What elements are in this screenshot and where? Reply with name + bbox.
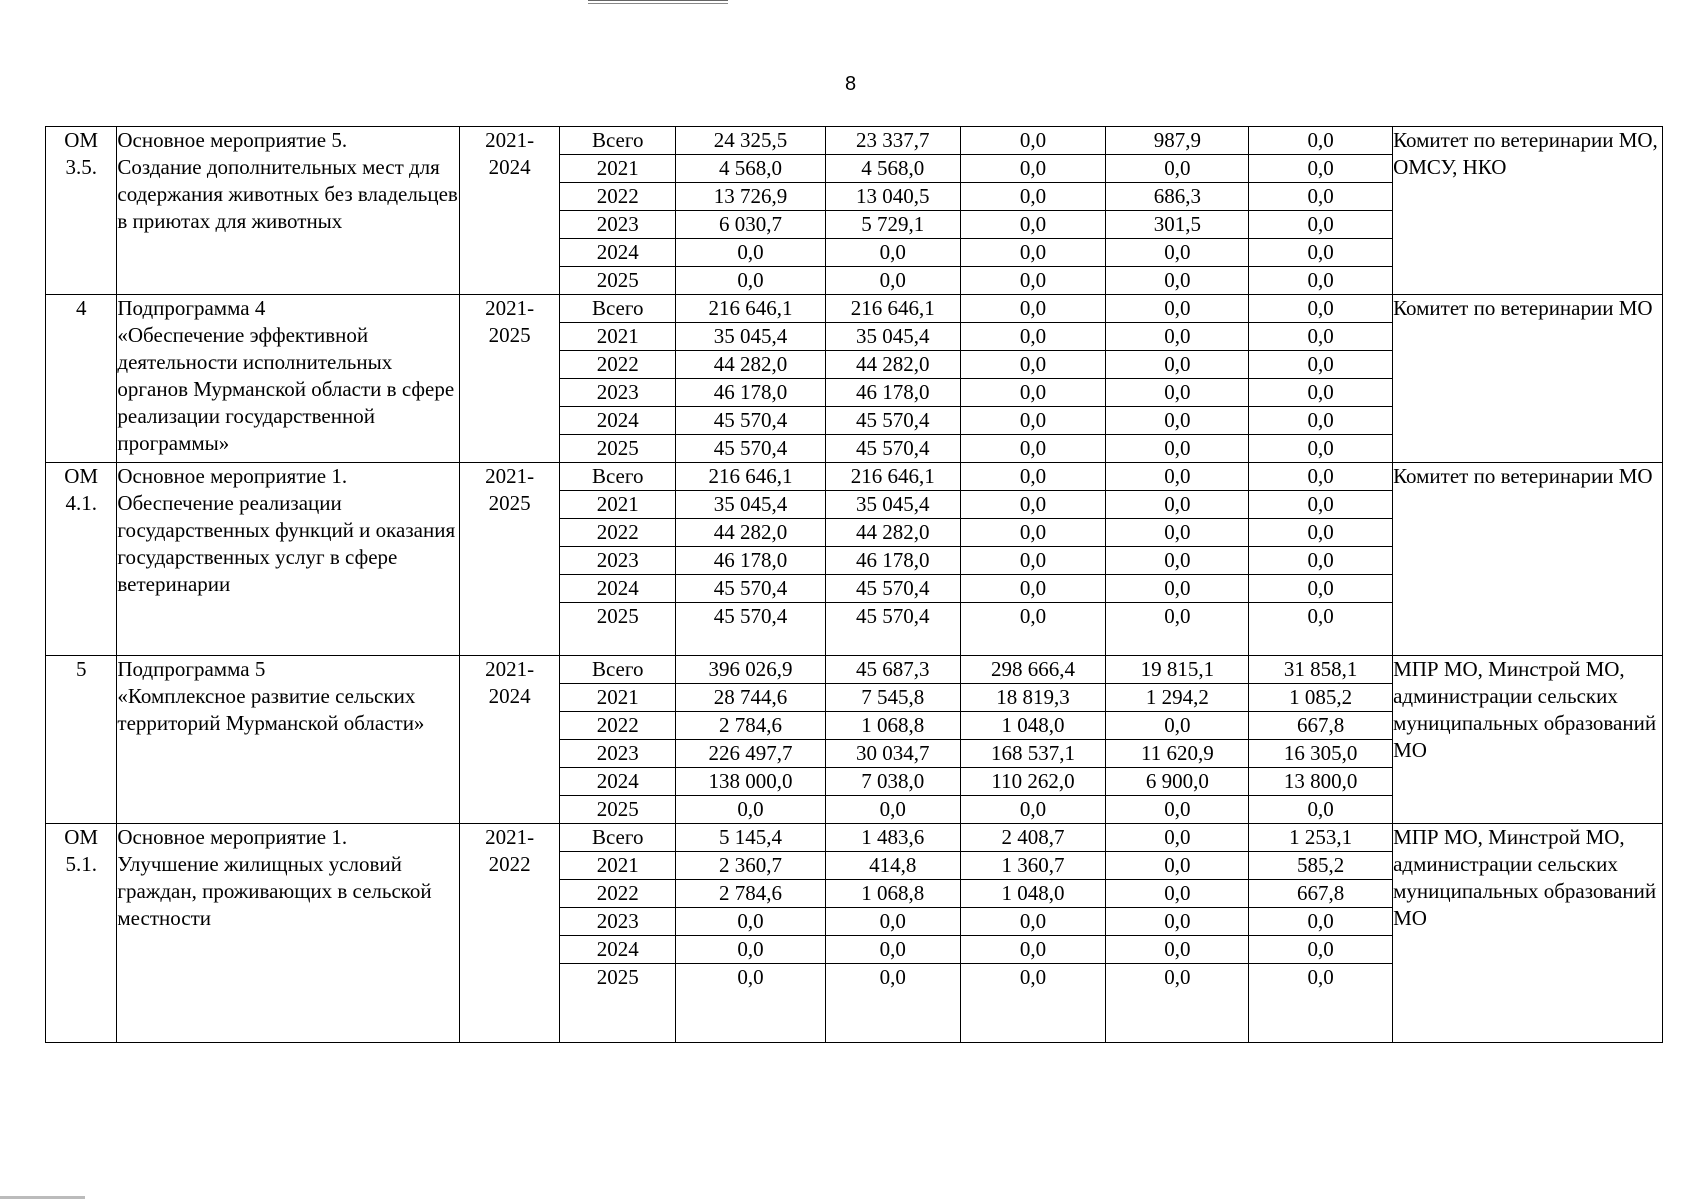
year-label: Всего [560,656,675,684]
regional-budget-cell: 35 045,4 [826,323,960,351]
federal-budget-cell: 0,0 [960,267,1106,295]
extra-budget-cell: 0,0 [1249,547,1393,575]
year-label: 2023 [560,908,675,936]
year-label: 2023 [560,740,675,768]
year-label: 2023 [560,547,675,575]
scan-artifact-corner [0,1196,85,1199]
federal-budget-cell: 0,0 [960,435,1106,463]
total-funding-cell: 2 784,6 [675,712,825,740]
federal-budget-cell: 110 262,0 [960,768,1106,796]
year-label: 2025 [560,796,675,824]
local-budget-cell: 0,0 [1106,295,1249,323]
federal-budget-cell: 2 408,7 [960,824,1106,852]
local-budget-cell: 0,0 [1106,603,1249,656]
local-budget-cell: 11 620,9 [1106,740,1249,768]
extra-budget-cell: 16 305,0 [1249,740,1393,768]
year-label: 2024 [560,768,675,796]
regional-budget-cell: 1 068,8 [826,712,960,740]
total-funding-cell: 0,0 [675,796,825,824]
local-budget-cell: 1 294,2 [1106,684,1249,712]
regional-budget-cell: 45 570,4 [826,575,960,603]
item-executor: Комитет по ветеринарии МО [1393,463,1663,656]
regional-budget-cell: 216 646,1 [826,295,960,323]
federal-budget-cell: 0,0 [960,491,1106,519]
regional-budget-cell: 0,0 [826,267,960,295]
year-label: 2025 [560,964,675,1043]
year-label: 2022 [560,712,675,740]
extra-budget-cell: 1 253,1 [1249,824,1393,852]
item-executor: Комитет по ветеринарии МО [1393,295,1663,463]
federal-budget-cell: 0,0 [960,603,1106,656]
item-executor: Комитет по ветеринарии МО, ОМСУ, НКО [1393,127,1663,295]
local-budget-cell: 0,0 [1106,491,1249,519]
total-funding-cell: 0,0 [675,964,825,1043]
year-label: Всего [560,127,675,155]
federal-budget-cell: 298 666,4 [960,656,1106,684]
local-budget-cell: 0,0 [1106,796,1249,824]
local-budget-cell: 0,0 [1106,852,1249,880]
federal-budget-cell: 18 819,3 [960,684,1106,712]
extra-budget-cell: 0,0 [1249,519,1393,547]
regional-budget-cell: 30 034,7 [826,740,960,768]
regional-budget-cell: 0,0 [826,936,960,964]
year-label: 2022 [560,519,675,547]
total-funding-cell: 46 178,0 [675,547,825,575]
year-label: 2023 [560,379,675,407]
total-funding-cell: 2 784,6 [675,880,825,908]
total-funding-cell: 45 570,4 [675,603,825,656]
total-funding-cell: 4 568,0 [675,155,825,183]
item-executor: МПР МО, Минстрой МО, администрации сельских муниципальных образований МО [1393,656,1663,824]
year-label: 2025 [560,267,675,295]
federal-budget-cell: 0,0 [960,351,1106,379]
regional-budget-cell: 44 282,0 [826,519,960,547]
item-code: 4 [46,295,117,463]
local-budget-cell: 0,0 [1106,880,1249,908]
total-funding-cell: 13 726,9 [675,183,825,211]
local-budget-cell: 0,0 [1106,824,1249,852]
item-period: 2021- 2025 [459,463,560,656]
federal-budget-cell: 0,0 [960,211,1106,239]
extra-budget-cell: 0,0 [1249,575,1393,603]
table-row [46,824,1663,852]
federal-budget-cell: 0,0 [960,407,1106,435]
local-budget-cell: 0,0 [1106,908,1249,936]
federal-budget-cell: 0,0 [960,908,1106,936]
federal-budget-cell: 0,0 [960,295,1106,323]
extra-budget-cell: 0,0 [1249,211,1393,239]
item-code: ОМ 5.1. [46,824,117,1043]
federal-budget-cell: 1 360,7 [960,852,1106,880]
local-budget-cell: 987,9 [1106,127,1249,155]
federal-budget-cell: 0,0 [960,796,1106,824]
total-funding-cell: 24 325,5 [675,127,825,155]
year-label: 2022 [560,880,675,908]
regional-budget-cell: 7 545,8 [826,684,960,712]
total-funding-cell: 0,0 [675,936,825,964]
total-funding-cell: 396 026,9 [675,656,825,684]
total-funding-cell: 44 282,0 [675,351,825,379]
local-budget-cell: 0,0 [1106,519,1249,547]
regional-budget-cell: 45 687,3 [826,656,960,684]
extra-budget-cell: 31 858,1 [1249,656,1393,684]
year-label: Всего [560,824,675,852]
regional-budget-cell: 35 045,4 [826,491,960,519]
item-name: Основное мероприятие 1. Обеспечение реализации государственных функций и оказания государственных услуг в сфере ветеринарии [117,463,459,656]
item-period: 2021- 2024 [459,656,560,824]
federal-budget-cell: 1 048,0 [960,712,1106,740]
local-budget-cell: 0,0 [1106,964,1249,1043]
extra-budget-cell: 0,0 [1249,936,1393,964]
item-code: ОМ 3.5. [46,127,117,295]
year-label: 2021 [560,852,675,880]
local-budget-cell: 0,0 [1106,547,1249,575]
item-code: 5 [46,656,117,824]
item-name: Подпрограмма 4 «Обеспечение эффективной деятельности исполнительных органов Мурманской области в сфере реализации государственной программы» [117,295,459,463]
year-label: Всего [560,295,675,323]
local-budget-cell: 686,3 [1106,183,1249,211]
table-row [46,656,1663,684]
federal-budget-cell: 0,0 [960,519,1106,547]
year-label: 2021 [560,684,675,712]
local-budget-cell: 0,0 [1106,267,1249,295]
total-funding-cell: 28 744,6 [675,684,825,712]
regional-budget-cell: 45 570,4 [826,407,960,435]
local-budget-cell: 0,0 [1106,379,1249,407]
table-row [46,295,1663,323]
local-budget-cell: 0,0 [1106,435,1249,463]
regional-budget-cell: 0,0 [826,964,960,1043]
item-period: 2021- 2024 [459,127,560,295]
total-funding-cell: 46 178,0 [675,379,825,407]
extra-budget-cell: 0,0 [1249,267,1393,295]
extra-budget-cell: 0,0 [1249,323,1393,351]
local-budget-cell: 6 900,0 [1106,768,1249,796]
extra-budget-cell: 0,0 [1249,463,1393,491]
extra-budget-cell: 585,2 [1249,852,1393,880]
item-executor: МПР МО, Минстрой МО, администрации сельских муниципальных образований МО [1393,824,1663,1043]
total-funding-cell: 216 646,1 [675,463,825,491]
total-funding-cell: 35 045,4 [675,323,825,351]
total-funding-cell: 0,0 [675,267,825,295]
total-funding-cell: 0,0 [675,908,825,936]
year-label: 2022 [560,183,675,211]
year-label: 2025 [560,603,675,656]
extra-budget-cell: 0,0 [1249,603,1393,656]
year-label: 2024 [560,407,675,435]
regional-budget-cell: 23 337,7 [826,127,960,155]
total-funding-cell: 45 570,4 [675,575,825,603]
regional-budget-cell: 4 568,0 [826,155,960,183]
extra-budget-cell: 667,8 [1249,712,1393,740]
item-code: ОМ 4.1. [46,463,117,656]
extra-budget-cell: 0,0 [1249,796,1393,824]
federal-budget-cell: 0,0 [960,127,1106,155]
local-budget-cell: 0,0 [1106,463,1249,491]
extra-budget-cell: 0,0 [1249,407,1393,435]
scan-artifact-line [588,0,728,4]
total-funding-cell: 45 570,4 [675,407,825,435]
extra-budget-cell: 0,0 [1249,183,1393,211]
table-row [46,463,1663,491]
federal-budget-cell: 0,0 [960,936,1106,964]
regional-budget-cell: 0,0 [826,239,960,267]
total-funding-cell: 44 282,0 [675,519,825,547]
local-budget-cell: 19 815,1 [1106,656,1249,684]
federal-budget-cell: 0,0 [960,379,1106,407]
regional-budget-cell: 0,0 [826,908,960,936]
regional-budget-cell: 1 068,8 [826,880,960,908]
federal-budget-cell: 0,0 [960,547,1106,575]
regional-budget-cell: 216 646,1 [826,463,960,491]
year-label: 2024 [560,239,675,267]
federal-budget-cell: 0,0 [960,964,1106,1043]
local-budget-cell: 0,0 [1106,936,1249,964]
year-label: 2024 [560,936,675,964]
item-period: 2021- 2025 [459,295,560,463]
year-label: 2025 [560,435,675,463]
local-budget-cell: 0,0 [1106,239,1249,267]
total-funding-cell: 2 360,7 [675,852,825,880]
extra-budget-cell: 0,0 [1249,239,1393,267]
page-number: 8 [844,73,857,95]
item-name: Основное мероприятие 5. Создание дополнительных мест для содержания животных без владельцев в приютах для животных [117,127,459,295]
total-funding-cell: 216 646,1 [675,295,825,323]
total-funding-cell: 45 570,4 [675,435,825,463]
regional-budget-cell: 414,8 [826,852,960,880]
regional-budget-cell: 45 570,4 [826,435,960,463]
local-budget-cell: 0,0 [1106,407,1249,435]
federal-budget-cell: 0,0 [960,155,1106,183]
extra-budget-cell: 0,0 [1249,491,1393,519]
total-funding-cell: 5 145,4 [675,824,825,852]
total-funding-cell: 226 497,7 [675,740,825,768]
year-label: 2022 [560,351,675,379]
extra-budget-cell: 1 085,2 [1249,684,1393,712]
extra-budget-cell: 0,0 [1249,155,1393,183]
year-label: 2023 [560,211,675,239]
total-funding-cell: 0,0 [675,239,825,267]
total-funding-cell: 35 045,4 [675,491,825,519]
regional-budget-cell: 0,0 [826,796,960,824]
year-label: 2021 [560,323,675,351]
extra-budget-cell: 0,0 [1249,435,1393,463]
extra-budget-cell: 667,8 [1249,880,1393,908]
regional-budget-cell: 1 483,6 [826,824,960,852]
regional-budget-cell: 5 729,1 [826,211,960,239]
local-budget-cell: 0,0 [1106,155,1249,183]
item-name: Подпрограмма 5 «Комплексное развитие сельских территорий Мурманской области» [117,656,459,824]
total-funding-cell: 6 030,7 [675,211,825,239]
budget-table [45,126,1663,1043]
year-label: 2021 [560,155,675,183]
local-budget-cell: 0,0 [1106,351,1249,379]
item-name: Основное мероприятие 1. Улучшение жилищных условий граждан, проживающих в сельской местности [117,824,459,1043]
extra-budget-cell: 0,0 [1249,295,1393,323]
federal-budget-cell: 0,0 [960,323,1106,351]
item-period: 2021- 2022 [459,824,560,1043]
extra-budget-cell: 0,0 [1249,127,1393,155]
local-budget-cell: 0,0 [1106,712,1249,740]
total-funding-cell: 138 000,0 [675,768,825,796]
regional-budget-cell: 7 038,0 [826,768,960,796]
regional-budget-cell: 13 040,5 [826,183,960,211]
regional-budget-cell: 46 178,0 [826,547,960,575]
year-label: Всего [560,463,675,491]
federal-budget-cell: 0,0 [960,183,1106,211]
federal-budget-cell: 1 048,0 [960,880,1106,908]
extra-budget-cell: 0,0 [1249,351,1393,379]
local-budget-cell: 0,0 [1106,323,1249,351]
table-row [46,127,1663,155]
extra-budget-cell: 0,0 [1249,379,1393,407]
federal-budget-cell: 0,0 [960,463,1106,491]
federal-budget-cell: 0,0 [960,575,1106,603]
federal-budget-cell: 168 537,1 [960,740,1106,768]
extra-budget-cell: 0,0 [1249,908,1393,936]
extra-budget-cell: 13 800,0 [1249,768,1393,796]
regional-budget-cell: 46 178,0 [826,379,960,407]
local-budget-cell: 0,0 [1106,575,1249,603]
year-label: 2024 [560,575,675,603]
regional-budget-cell: 44 282,0 [826,351,960,379]
extra-budget-cell: 0,0 [1249,964,1393,1043]
year-label: 2021 [560,491,675,519]
federal-budget-cell: 0,0 [960,239,1106,267]
regional-budget-cell: 45 570,4 [826,603,960,656]
local-budget-cell: 301,5 [1106,211,1249,239]
